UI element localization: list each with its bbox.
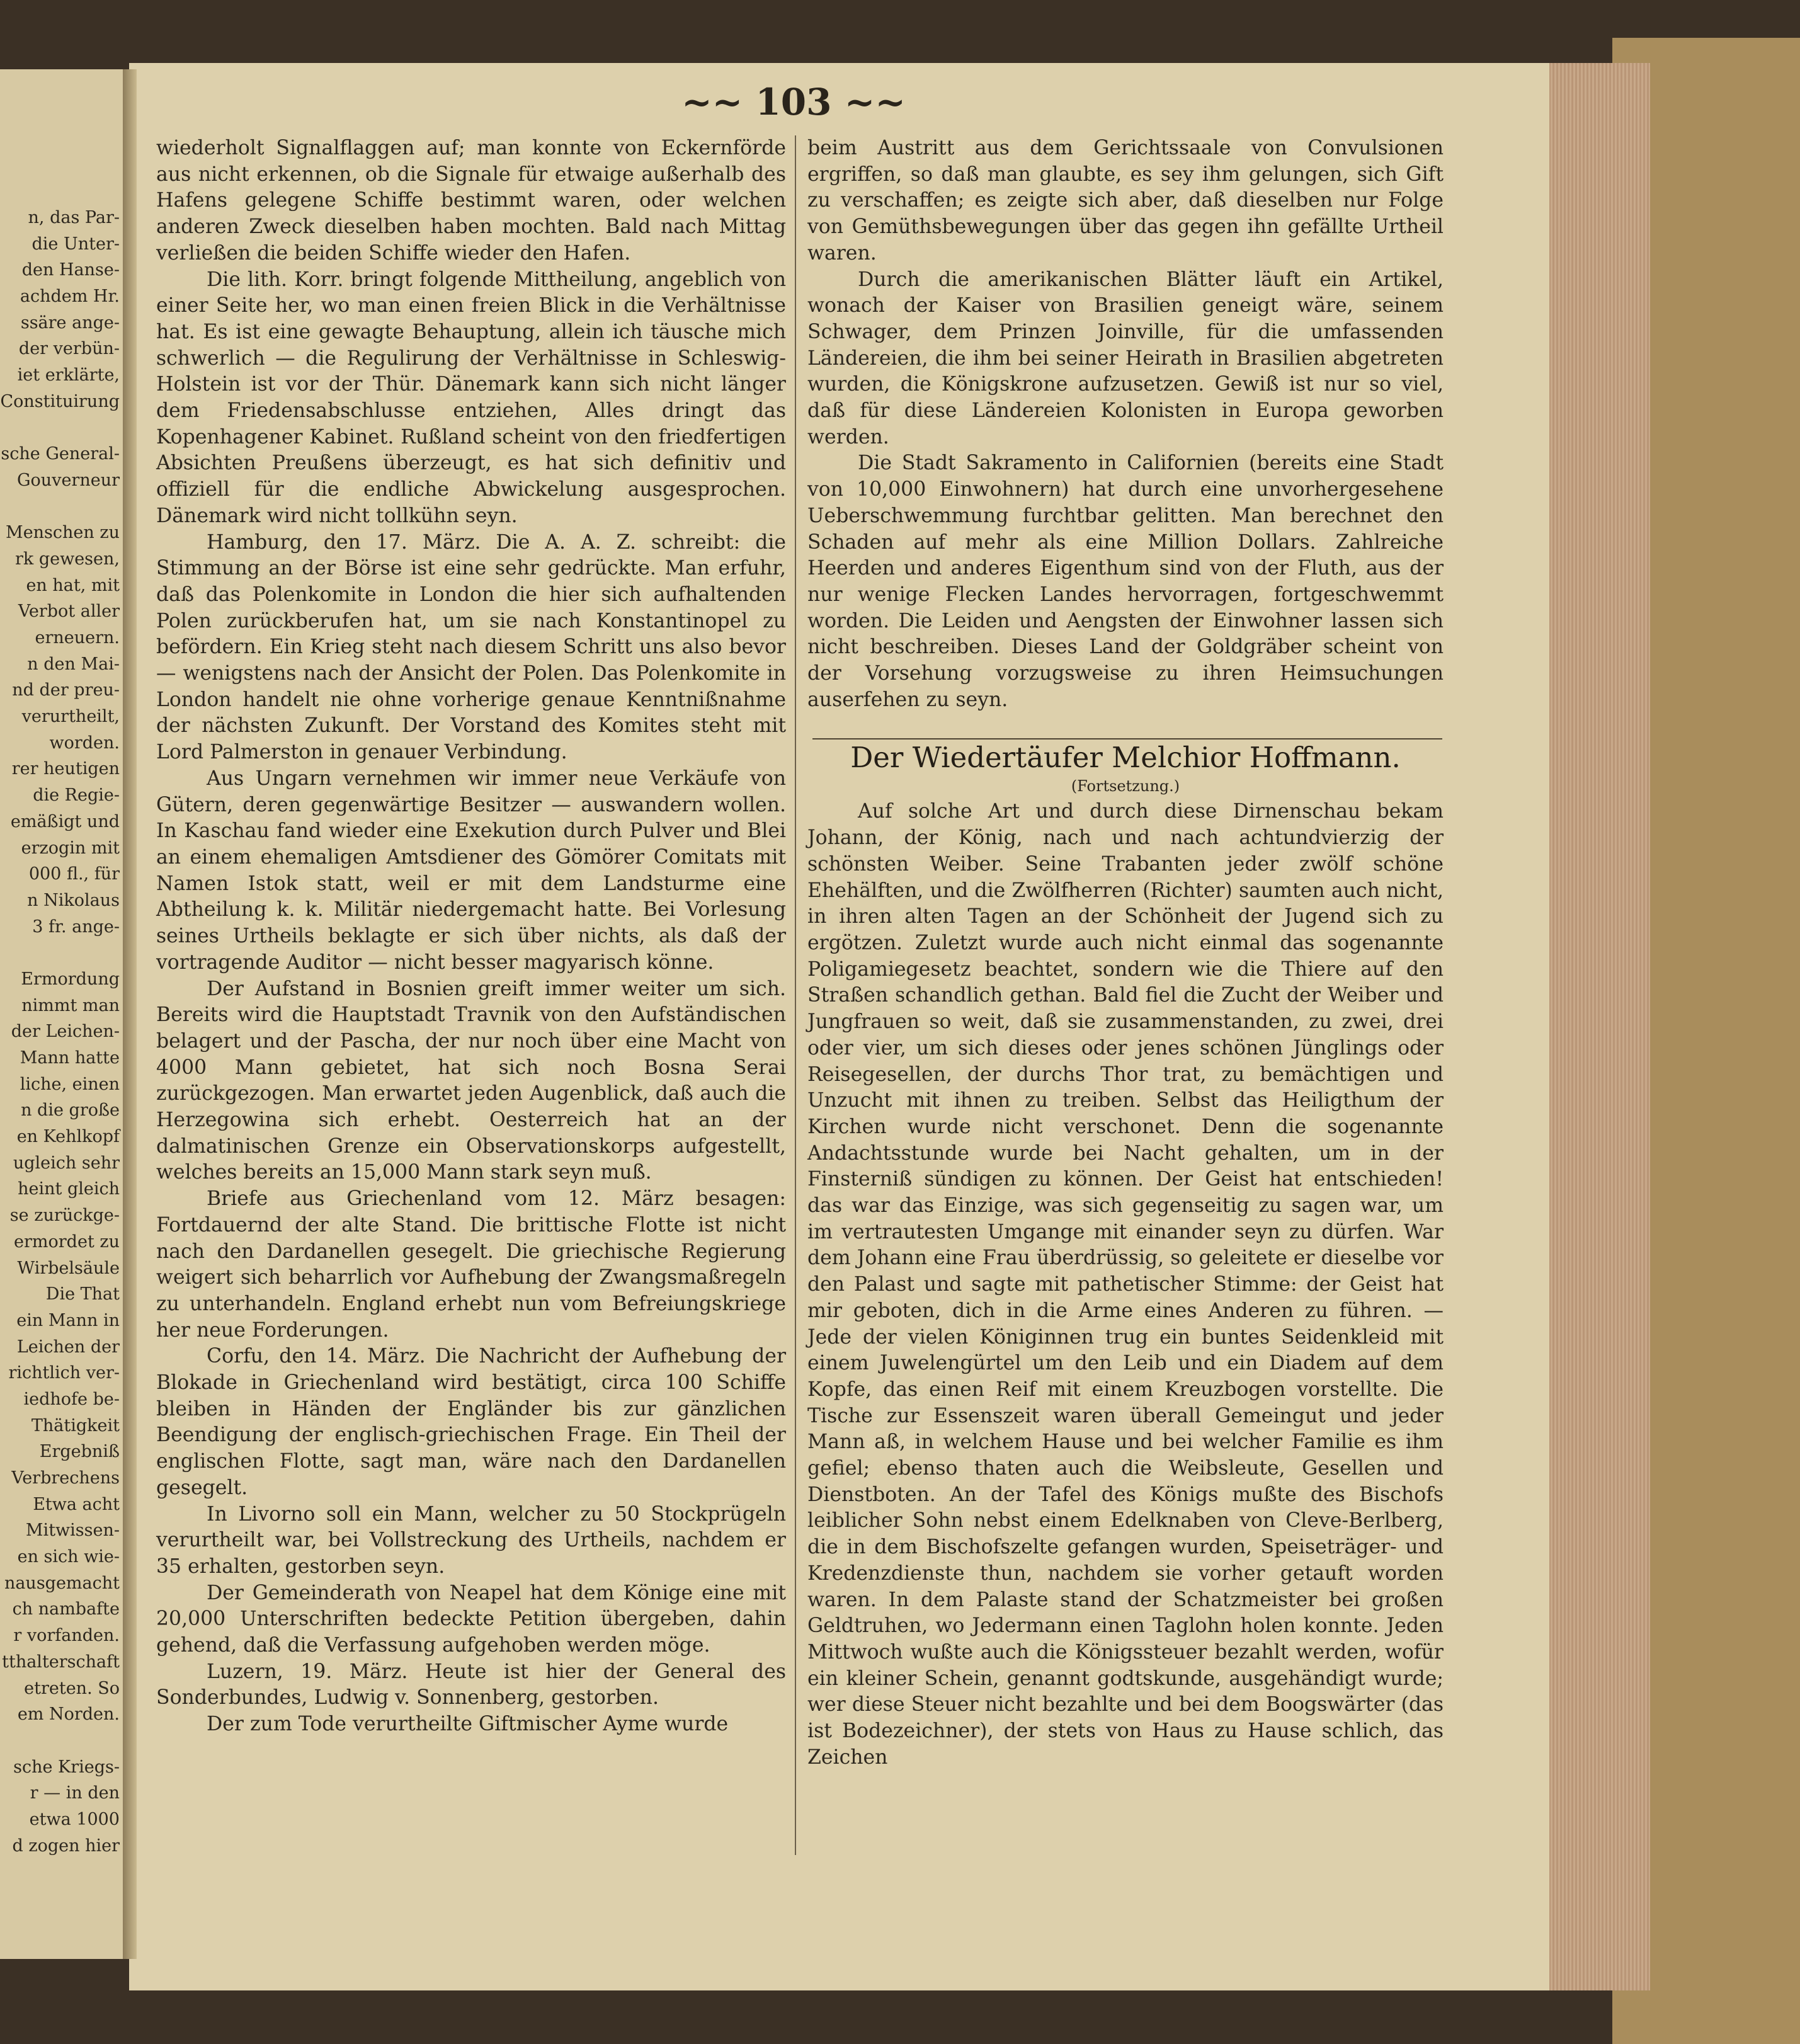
margin-line: sche Kriegs- bbox=[13, 1757, 120, 1777]
story-paragraph: Auf solche Art und durch diese Dirnenschau bekam Johann, der König, nach und nach achtundvierzig der schönsten Weiber. Seine Trabanten jeder zwölf schöne Ehehälften, und die Zwölfherren (Richter) saumten auch nicht, in ihren alten Tagen an der Schönheit der Jugend sich zu ergötzen. Zuletzt wurde auch nicht einmal das sogenannte Poligamiegesetz beachtet, sondern wie die Thiere auf den Straßen schandlich gethan. Bald fiel die Zucht der Weiber und Jungfrauen so weit, daß sie zusammenstanden, zu zwei, drei oder vier, um sich dieses oder jenes schönen Jünglings oder Reisegesellen, der durchs Thor trat, zu bemächtigen und Unzucht mit ihnen zu treiben. Selbst das Heiligthum der Kirchen wurde nicht verschonet. Denn die sogenannte Andachtsstunde wurde bei Nacht gehalten, um in der Finsterniß sündigen zu können. Der Geist hat entschieden! das war das Einzige, was sich gegenseitig zu sagen war, um im vertrautesten Umgange mit einander seyn zu dürfen. War dem Johann eine Frau überdrüssig, so geleitete er dieselbe vor den Palast und sagte mit pathetischer Stimme: der Geist hat mir geboten, dich in die Arme eines Anderen zu führen. — Jede der vielen Königinnen trug ein buntes Seidenkleid mit einem Juwelengürtel um den Leib und ein Diadem auf dem Kopfe, das einen Reif mit einem Kreuzbogen vorstellte. Die Tische zur Essenszeit waren überall Gemeingut und jeder Mann aß, in welchem Hause und bei welcher Familie es ihm gefiel; ebenso thaten auch die Weibsleute, Gesellen und Dienstboten. An der Tafel des Königs mußte des Bischofs leiblicher Sohn nebst einem Edelknaben von Cleve-Berlberg, die in dem Bischofszelte gefangen wurden, Speiseträger- und Kredenzdienste thun, nachdem sie vorher getauft worden waren. In dem Palaste stand der Schatzmeister bei großen Geldtruhen, wo Jedermann einen Taglohn holen konnte. Jeden Mittwoch wußte auch die Königssteuer bezahlt werden, wofür ein kleiner Schein, genannt godtskunde, ausgehändigt wurde; wer diese Steuer nicht bezahlte und bei dem Boogswärter (das ist Bodezeichner), der stets von Haus zu Hause schlich, das Zeichen bbox=[807, 800, 1444, 1769]
margin-line: Thätigkeit bbox=[31, 1415, 120, 1436]
paragraph-signal-flags: wiederholt Signalflaggen auf; man konnte von Eckernförde aus nicht erkennen, ob die Signale für etwaige außerhalb des Hafens gelegene Schiffe bestimmt waren, oder welchen anderen Zweck dieselben haben mochten. Bald nach Mittag verließen die beiden Schiffe wieder den Hafen. bbox=[156, 137, 786, 265]
margin-line: etreten. So bbox=[24, 1678, 120, 1698]
margin-line: Leichen der bbox=[16, 1337, 120, 1357]
margin-line: richtlich ver- bbox=[8, 1363, 120, 1383]
margin-line: Etwa acht bbox=[33, 1494, 120, 1514]
left-column bbox=[156, 135, 786, 1738]
margin-line: en Kehlkopf bbox=[16, 1127, 120, 1147]
story-title: Der Wiedertäufer Melchior Hoffmann. bbox=[850, 741, 1401, 775]
page-block-edge bbox=[1543, 63, 1650, 1990]
margin-line: der Leichen- bbox=[11, 1022, 120, 1042]
previous-page-fragment bbox=[0, 69, 129, 1959]
margin-line: nd der preu- bbox=[12, 680, 120, 700]
paragraph-brasilien: Durch die amerikanischen Blätter läuft ein Artikel, wonach der Kaiser von Brasilien geneigt wäre, seinem Schwager, dem Prinzen Joinville, für die umfassenden Ländereien, die ihm bei seiner Heirath in Brasilien abgetreten wurden, die Königskrone aufzusetzen. Gewiß ist nur so viel, daß für diese Ländereien Kolonisten in Europa geworben werden. bbox=[807, 268, 1444, 448]
margin-line: emäßigt und bbox=[10, 811, 120, 831]
margin-line: Constituirung bbox=[0, 391, 120, 411]
margin-line bbox=[0, 415, 120, 442]
margin-line bbox=[0, 940, 120, 966]
margin-line: en hat, mit bbox=[26, 575, 120, 595]
margin-line: en sich wie- bbox=[17, 1547, 120, 1567]
margin-line: rk gewesen, bbox=[14, 549, 120, 569]
margin-line: rer heutigen bbox=[11, 759, 120, 779]
paragraph-hamburg: Hamburg, den 17. März. Die A. A. Z. schreibt: die Stimmung an der Börse ist eine sehr gedrückte. Man erfuhr, daß das Polenkomite in London die hier sich aufhaltenden Polen zurückberufen hat, um sie nach Konstantinopel zu befördern. Ein Krieg steht nach diesem Schritt uns also bevor — wenigstens nach der Ansicht der Polen. Das Polenkomite in London handelt nie ohne vorherige genaue Kenntnißnahme der nächsten Zukunft. Der Vorstand des Komites steht mit Lord Palmerston in genauer Verbindung. bbox=[156, 530, 786, 764]
margin-line: worden. bbox=[49, 733, 120, 753]
story-subtitle: (Fortsetzung.) bbox=[1071, 777, 1180, 796]
margin-line: Gouverneur bbox=[16, 470, 120, 490]
margin-line bbox=[0, 494, 120, 520]
margin-line: 000 fl., für bbox=[28, 864, 120, 884]
paragraph-ungarn: Aus Ungarn vernehmen wir immer neue Verkäufe von Gütern, deren gegenwärtige Besitzer — auswandern wollen. In Kaschau fand wieder eine Exekution durch Pulver und Blei an einem ehemaligen Amtsdiener des Gömörer Comitats mit Namen Istok statt, weil er mit dem Landsturme eine Abtheilung k. k. Militär niedergemacht hatte. Bei Vorlesung seines Urtheils beklagte er sich über nichts, als daß der vortragende Auditor — nicht besser magyarisch könne. bbox=[156, 767, 786, 974]
margin-line: Wirbelsäule bbox=[17, 1258, 120, 1278]
margin-line: erneuern. bbox=[35, 628, 120, 648]
margin-line bbox=[0, 1728, 120, 1754]
margin-line: die Regie- bbox=[33, 785, 120, 806]
story-separator-rule bbox=[812, 738, 1442, 739]
margin-line: verurtheilt, bbox=[21, 707, 120, 727]
margin-line: Ermordung bbox=[21, 969, 120, 989]
margin-line: 3 fr. ange- bbox=[32, 916, 120, 937]
paragraph-neapel: Der Gemeinderath von Neapel hat dem Könige eine mit 20,000 Unterschriften bedeckte Petition übergeben, dahin gehend, daß die Verfassung aufgehoben werden möge. bbox=[156, 1581, 786, 1657]
margin-line: Verbot aller bbox=[18, 602, 120, 622]
paragraph-bosnien: Der Aufstand in Bosnien greift immer weiter um sich. Bereits wird die Hauptstadt Travnik von den Aufständischen belagert und der Pascha, der nur noch über eine Macht von 4000 Mann gebietet, hat sich noch Bosna Serai zurückgezogen. Man erwartet jeden Augenblick, daß auch die Herzegowina sich erhebt. Oesterreich hat an der dalmatinischen Grenze ein Observationskorps aufgestellt, welches bereits an 15,000 Mann stark seyn muß. bbox=[156, 977, 786, 1184]
margin-line: achdem Hr. bbox=[20, 287, 120, 307]
margin-line: n den Mai- bbox=[27, 654, 120, 674]
margin-line: iet erklärte, bbox=[17, 365, 120, 385]
margin-line: nimmt man bbox=[21, 995, 120, 1015]
margin-line: nausgemacht bbox=[4, 1573, 120, 1593]
margin-line: n die große bbox=[21, 1100, 120, 1121]
margin-line: Mann hatte bbox=[20, 1048, 120, 1068]
margin-line: ermordet zu bbox=[14, 1231, 120, 1252]
margin-line: ssäre ange- bbox=[20, 312, 120, 333]
margin-line: Die That bbox=[45, 1284, 120, 1305]
margin-line: tthalterschaft bbox=[2, 1652, 120, 1672]
margin-line: iedhofe be- bbox=[23, 1389, 120, 1409]
margin-line: d zogen hier bbox=[12, 1836, 120, 1856]
margin-line: Menschen zu bbox=[6, 523, 120, 543]
margin-line: se zurückge- bbox=[9, 1206, 120, 1226]
margin-line: sche General- bbox=[1, 444, 120, 464]
margin-line: n, das Par- bbox=[28, 208, 120, 227]
right-column bbox=[807, 135, 1444, 1771]
margin-line: heint gleich bbox=[18, 1179, 120, 1199]
margin-line: erzogin mit bbox=[21, 838, 120, 858]
page-number bbox=[680, 81, 907, 123]
margin-line: der verbün- bbox=[18, 339, 120, 359]
margin-line: den Hanse- bbox=[21, 260, 120, 280]
margin-line: Mitwissen- bbox=[25, 1521, 120, 1541]
page-number-ornament-right: ~~ bbox=[831, 81, 906, 123]
paragraph-giftmischer: Der zum Tode verurtheilte Giftmischer Ayme wurde bbox=[207, 1713, 729, 1736]
margin-line: die Unter- bbox=[31, 234, 120, 254]
margin-line: ugleich sehr bbox=[13, 1153, 120, 1173]
paragraph-gerichtssaal: beim Austritt aus dem Gerichtssaale von Convulsionen ergriffen, so daß man glaubte, es sey ihm gelungen, sich Gift zu verschaffen; es zeigte sich aber, daß dieselben nur Folge von Gemüthsbewegungen über das gegen ihn gefällte Urtheil waren. bbox=[807, 137, 1444, 265]
margin-line: etwa 1000 bbox=[29, 1809, 120, 1829]
paragraph-luzern: Luzern, 19. März. Heute ist hier der General des Sonderbundes, Ludwig v. Sonnenberg, gestorben. bbox=[156, 1660, 786, 1710]
margin-line: liche, einen bbox=[20, 1074, 120, 1094]
paragraph-corfu: Corfu, den 14. März. Die Nachricht der Aufhebung der Blokade in Griechenland wird bestätigt, circa 100 Schiffe bleiben in Händen der Engländer bis zur gänzlichen Beendigung der englisch-griechischen Frage. Ein Theil der englischen Flotte, sagt man, wäre nach den Dardanellen gesegelt. bbox=[156, 1345, 786, 1499]
margin-line: Verbrechens bbox=[11, 1468, 120, 1488]
margin-line: n Nikolaus bbox=[27, 890, 120, 910]
page-number-ornament-left: ~~ bbox=[681, 81, 756, 123]
book-gutter bbox=[123, 69, 137, 1959]
paragraph-sakramento: Die Stadt Sakramento in Californien (bereits eine Stadt von 10,000 Einwohnern) hat durch eine unvorhergesehene Ueberschwemmung furchtbar gelitten. Man berechnet den Schaden auf mehr als eine Million Dollars. Zahlreiche Heerden und anderes Eigenthum sind von der Fluth, aus der nur wenige Flecken Landes hervorragen, fortgeschwemmt worden. Die Leiden und Aengsten der Einwohner lassen sich nicht beschreiben. Dieses Land der Goldgräber scheint von der Vorsehung vorzugsweise zu ihren Heimsuchungen auserfehen zu seyn. bbox=[807, 452, 1444, 711]
margin-line: Ergebniß bbox=[39, 1442, 120, 1462]
page-number-value: 103 bbox=[755, 81, 832, 123]
margin-line: ein Mann in bbox=[16, 1310, 120, 1330]
paragraph-livorno: In Livorno soll ein Mann, welcher zu 50 Stockprügeln verurtheilt war, bei Vollstreckung des Urtheils, nachdem er 35 erhalten, gestorben seyn. bbox=[156, 1502, 786, 1578]
margin-line: r — in den bbox=[30, 1783, 120, 1803]
paragraph-lith-korr: Die lith. Korr. bringt folgende Mittheilung, angeblich von einer Seite her, wo man einen freien Blick in die Verhältnisse hat. Es ist eine gewagte Behauptung, allein ich täusche mich schwerlich — die Regulirung der Verhältnisse in Schleswig-Holstein ist vor der Thür. Dänemark kann sich nicht länger dem Friedensabschlusse entziehen, Alles dringt das Kopenhagener Kabinet. Rußland scheint von den friedfertigen Absichten Preußens überzeugt, es hat sich definitiv und offiziell für die endliche Abwickelung ausgesprochen. Dänemark wird nicht tollkühn seyn. bbox=[156, 268, 786, 527]
margin-line: r vorfanden. bbox=[13, 1626, 120, 1646]
margin-line: em Norden. bbox=[17, 1704, 120, 1725]
paragraph-griechenland: Briefe aus Griechenland vom 12. März besagen: Fortdauernd der alte Stand. Die brittische Flotte ist nicht nach den Dardanellen gesegelt. Die griechische Regierung weigert sich beharrlich vor Aufhebung der Zwangsmaßregeln zu unterhandeln. England erhebt nun vom Befreiungskriege her neue Forderungen. bbox=[156, 1187, 786, 1342]
previous-page-lines bbox=[0, 205, 120, 1859]
column-rule bbox=[795, 135, 796, 1855]
margin-line: ch nambafte bbox=[12, 1599, 120, 1619]
